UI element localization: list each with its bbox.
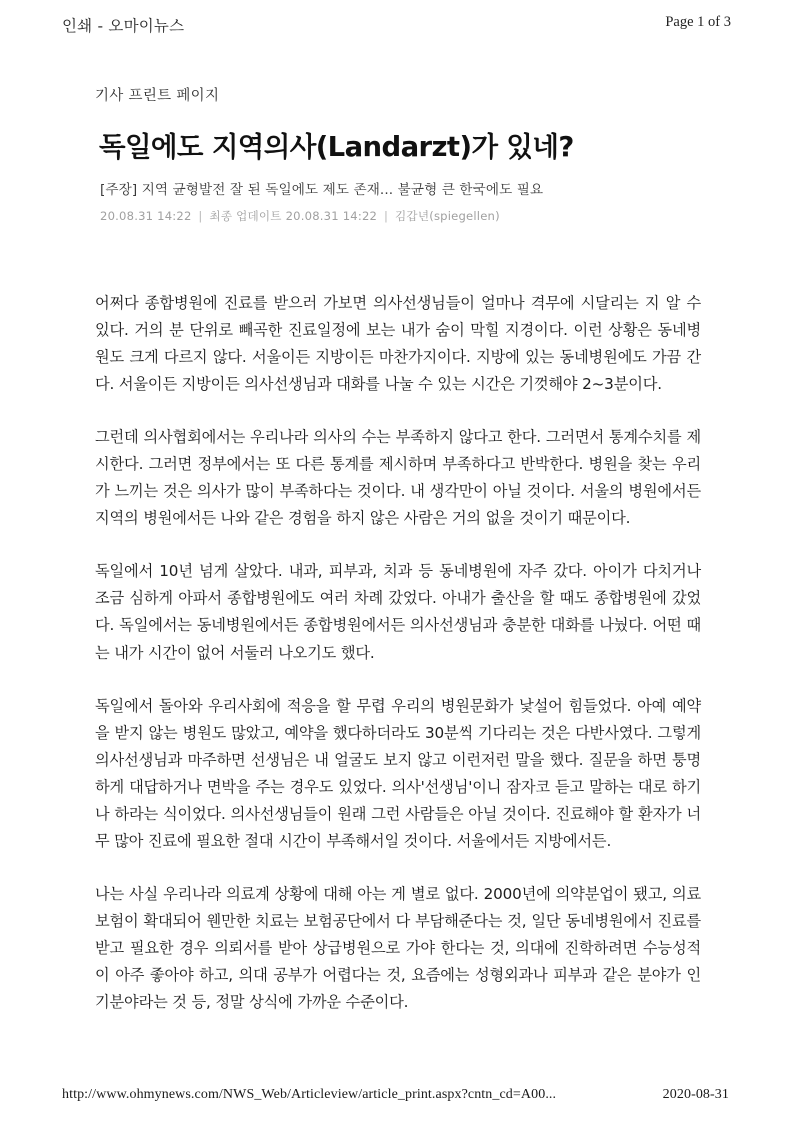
byline-published: 20.08.31 14:22 (100, 209, 192, 223)
article-paragraph: 어쩌다 종합병원에 진료를 받으러 가보면 의사선생님들이 얼마나 격무에 시달리는 지 알 수 있다. 거의 분 단위로 빼곡한 진료일정에 보는 내가 숨이 막힐 지경이다. 이런 상황은 동네병원도 크게 다르지 않다. 서울이든 지방이든 마찬가지이다. 지방에 있는 동네병원에도 가끔 간다. 서울이든 지방이든 의사선생님과 대화를 나눌 수 있는 시간은 기껏해야 2~3분이다. (95, 294, 701, 394)
article-paragraph: 독일에서 10년 넘게 살았다. 내과, 피부과, 치과 등 동네병원에 자주 갔다. 아이가 다치거나 조금 심하게 아파서 종합병원에도 여러 차례 갔었다. 아내가 출산을 할 때도 종합병원에 갔었다. 독일에서는 동네병원에서든 종합병원에서든 의사선생님과 충분한 대화를 나눴다. 어떤 때는 내가 시간이 없어 서둘러 나오기도 했다. (95, 562, 701, 662)
byline-updated: 최종 업데이트 20.08.31 14:22 (209, 209, 378, 223)
byline-author: 김갑년(spiegellen) (395, 209, 500, 223)
article-paragraph: 나는 사실 우리나라 의료계 상황에 대해 아는 게 별로 없다. 2000년에 의약분업이 됐고, 의료보험이 확대되어 웬만한 치료는 보험공단에서 다 부담해준다는 것, 일단 동네병원에서 진료를 받고 필요한 경우 의뢰서를 받아 상급병원으로 가야 한다는 것, 의대에 진학하려면 수능성적이 아주 좋아야 하고, 의대 공부가 어렵다는 것, 요즘에는 성형외과나 피부과 같은 분야가 인기분야라는 것 등, 정말 상식에 가까운 수준이다. (95, 884, 701, 1012)
header-site-title: 인쇄 - 오마이뉴스 (62, 17, 185, 35)
byline-separator-2: | (384, 209, 389, 223)
print-footer (0, 1087, 793, 1103)
footer-source-url: http://www.ohmynews.com/NWS_Web/Articleview/article_print.aspx?cntn_cd=A00... (62, 1087, 557, 1102)
article-body (95, 290, 701, 1016)
article-paragraph: 독일에서 돌아와 우리사회에 적응을 할 무렵 우리의 병원문화가 낯설어 힘들었다. 아예 예약을 받지 않는 병원도 많았고, 예약을 했다하더라도 30분씩 기다리는 것은 다반사였다. 그렇게 의사선생님과 마주하면 선생님은 내 얼굴도 보지 않고 이런저런 말을 했다. 질문을 하면 퉁명하게 대답하거나 면박을 주는 경우도 있었다. 의사'선생님'이니 잠자코 듣고 말하는 대로 하기나 하라는 식이었다. 의사선생님들이 원래 그런 사람들은 아닐 것이다. 진료해야 할 환자가 너무 많아 진료에 필요한 절대 시간이 부족해서일 것이다. 서울에서든 지방에서든. (95, 696, 701, 850)
byline-separator-1: | (198, 209, 203, 223)
article-kicker: 기사 프린트 페이지 (95, 88, 220, 104)
article-header (95, 84, 700, 224)
footer-print-date: 2020-08-31 (662, 1087, 729, 1102)
header-page-number: Page 1 of 3 (665, 14, 731, 30)
article-paragraph: 그런데 의사협회에서는 우리나라 의사의 수는 부족하지 않다고 한다. 그러면서 통계수치를 제시한다. 그러면 정부에서는 또 다른 통계를 제시하며 부족하다고 반박한다. 병원을 찾는 우리가 느끼는 것은 의사가 많이 부족하다는 것이다. 내 생각만이 아닐 것이다. 서울의 병원에서든 지역의 병원에서든 나와 같은 경험을 하지 않은 사람은 거의 없을 것이기 때문이다. (95, 428, 701, 528)
article-byline (100, 208, 700, 224)
article-headline: 독일에도 지역의사(Landarzt)가 있네? (99, 131, 574, 163)
print-header (0, 14, 793, 44)
article-subheadline: [주장] 지역 균형발전 잘 된 독일에도 제도 존재... 불균형 큰 한국에도 필요 (100, 182, 544, 198)
